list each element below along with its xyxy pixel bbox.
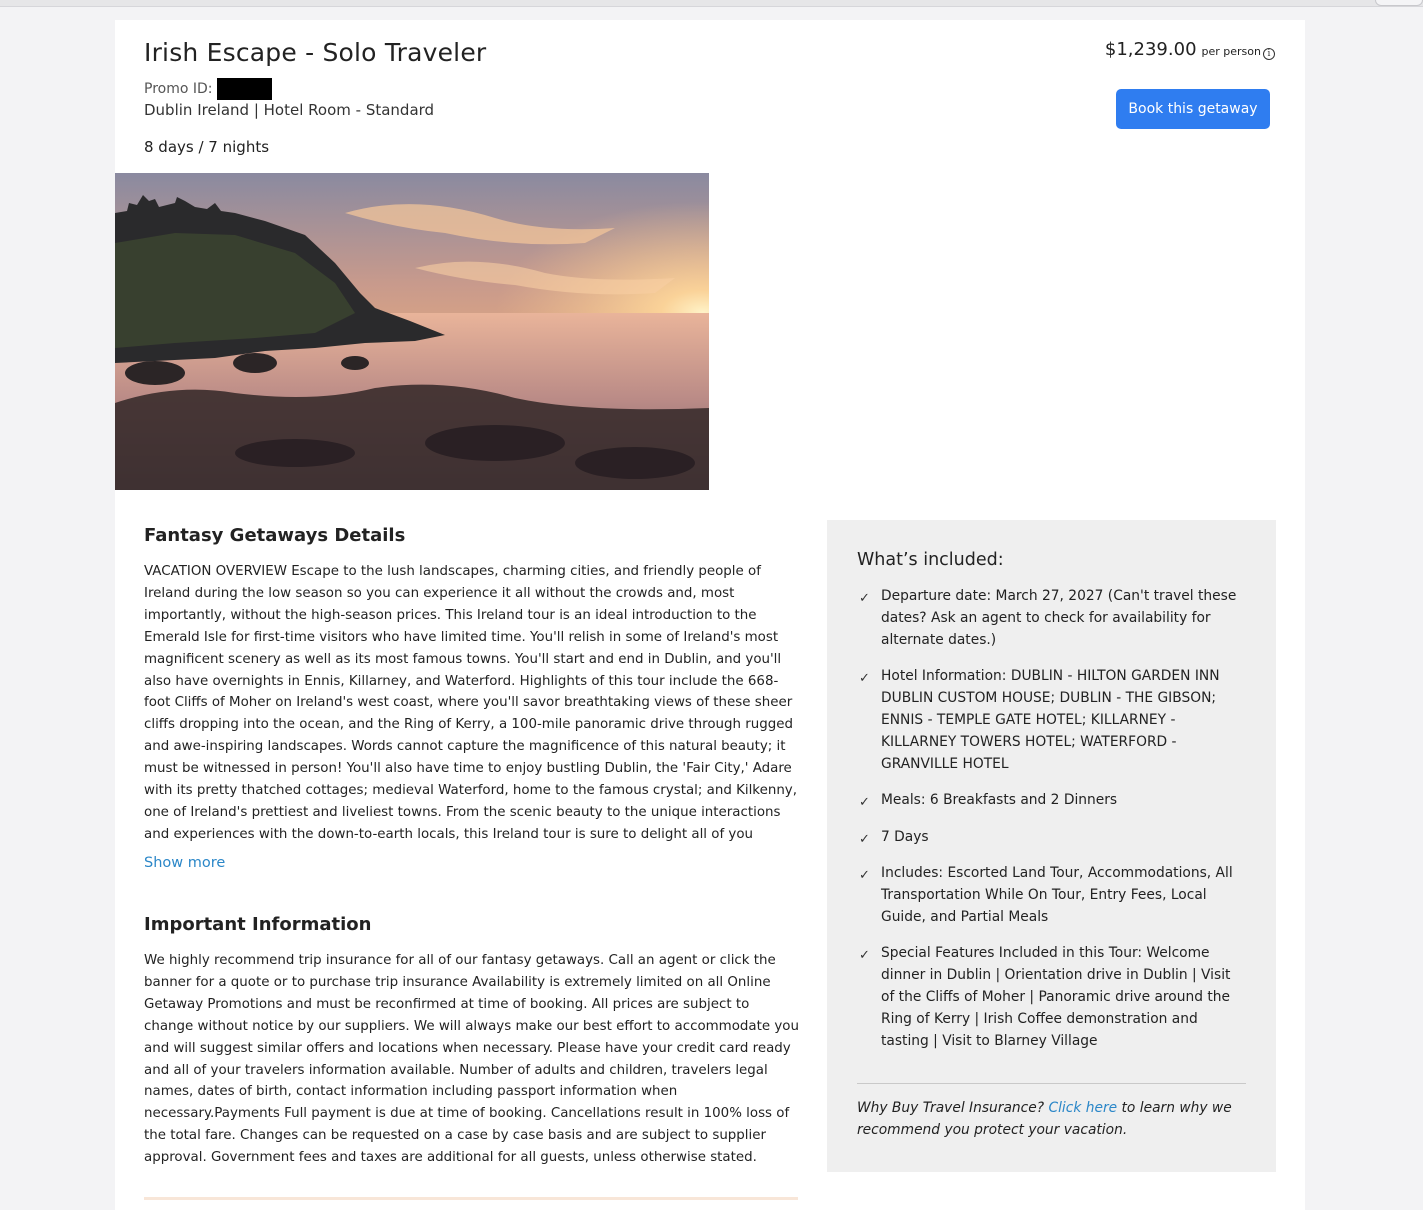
included-item [857, 827, 1247, 849]
check-icon: ✓ [859, 591, 870, 606]
promo-id [144, 78, 272, 100]
included-item-text: Meals: 6 Breakfasts and 2 Dinners [881, 792, 1118, 809]
whats-included-panel [827, 520, 1276, 1172]
promo-id-redacted [217, 78, 272, 100]
included-item [857, 586, 1247, 652]
price-block [1105, 39, 1275, 60]
details-heading: Fantasy Getaways Details [144, 525, 406, 546]
included-item-text: Departure date: March 27, 2027 (Can't travel these dates? Ask an agent to check for availability for alternate dates.) [881, 588, 1237, 648]
check-icon: ✓ [859, 831, 870, 847]
trip-duration: 8 days / 7 nights [144, 138, 270, 156]
check-icon: ✓ [859, 868, 870, 884]
info-icon[interactable]: i [1263, 48, 1275, 60]
location-room: Dublin Ireland | Hotel Room - Standard [144, 101, 435, 119]
price-per-person: per person [1201, 45, 1261, 58]
included-item [857, 863, 1247, 929]
details-body: VACATION OVERVIEW Escape to the lush landscapes, charming cities, and friendly people of Ireland during the low season so you can experience it all without the crowds and, most importantly, without the high-season prices. This Ireland tour is an ideal introduction to the Emerald Isle for first-time visitors who have limited time. You'll relish in some of Ireland's most magnificent scenery as well as its most famous towns. You'll start and end in Dublin, and you'll also have overnights in Ennis, Killarney, and Waterford. Highlights of this tour include the 668-foot Cliffs of Moher on Ireland's west coast, where you'll savor breathtaking views of these sheer cliffs dropping into the ocean, and the Ring of Kerry, a 100-mile panoramic drive through rugged and awe-inspiring landscapes. Words cannot capture the magnificence of this natural beauty; it must be witnessed in person! You'll also have time to enjoy bustling Dublin, the 'Fair City,' Adare with its pretty thatched cottages; medieval Waterford, home to the famous crystal; and Kilkenny, one of Ireland's prettiest and liveliest towns. From the scenic beauty to the unique interactions and experiences with the down-to-earth locals, this Ireland tour is sure to delight all of you [144, 564, 797, 842]
book-getaway-button[interactable]: Book this getaway [1116, 89, 1270, 129]
included-item-text: Hotel Information: DUBLIN - HILTON GARDEN INN DUBLIN CUSTOM HOUSE; DUBLIN - THE GIBSON; ENNIS - TEMPLE GATE HOTEL; KILLARNEY - KILLARNEY TOWERS HOTEL; WATERFORD - GRANVILLE HOTEL [881, 668, 1220, 772]
check-icon: ✓ [859, 671, 870, 687]
included-item [857, 943, 1247, 1053]
browser-tab-corner[interactable] [1375, 0, 1423, 6]
travel-insurance-note [857, 1098, 1246, 1142]
included-item [857, 666, 1247, 776]
check-icon: ✓ [859, 795, 870, 811]
important-heading: Important Information [144, 914, 372, 935]
hero-image [115, 173, 709, 490]
included-item-text: Includes: Escorted Land Tour, Accommodations, All Transportation While On Tour, Entry Fees, Local Guide, and Partial Meals [881, 865, 1233, 925]
browser-top-bar [0, 0, 1423, 7]
included-item-text: Special Features Included in this Tour: Welcome dinner in Dublin | Orientation drive in Dublin | Visit of the Cliffs of Moher | Panoramic drive around the Ring of Kerry | Irish Coffee demonstration and tasting | Visit to Blarney Village [881, 945, 1231, 1049]
included-divider [857, 1083, 1246, 1084]
promo-id-label: Promo ID: [144, 81, 213, 97]
included-item-text: 7 Days [881, 828, 929, 845]
page-title: Irish Escape - Solo Traveler [144, 38, 487, 67]
important-body: We highly recommend trip insurance for all of our fantasy getaways. Call an agent or click the banner for a quote or to purchase trip insurance Availability is extremely limited on all Online Getaway Promotions and must be reconfirmed at time of booking. All prices are subject to change without notice by our suppliers. We will always make our best effort to accommodate you and will suggest similar offers and locations when necessary. Please have your credit card ready and all of your travelers information available. Number of adults and children, travelers legal names, dates of birth, contact information including passport information when necessary.Payments Full payment is due at time of booking. Cancellations result in 100% loss of the total fare. Changes can be requested on a case by case basis and are subject to supplier approval. Government fees and taxes are additional for all guests, unless otherwise stated. [144, 953, 799, 1166]
included-list [857, 586, 1247, 1067]
show-more-link[interactable]: Show more [144, 855, 226, 871]
castle-sunset-photo [115, 173, 709, 490]
check-icon: ✓ [859, 948, 870, 964]
insurance-suffix: to learn why we recommend you protect your vacation. [857, 1100, 1232, 1138]
included-item [857, 790, 1247, 812]
insurance-prefix: Why Buy Travel Insurance? [857, 1100, 1045, 1116]
included-heading: What’s included: [857, 550, 1004, 570]
insurance-click-here-link[interactable]: Click here [1048, 1100, 1118, 1116]
getaway-card [115, 20, 1305, 1210]
price-amount: $1,239.00 [1104, 39, 1197, 60]
